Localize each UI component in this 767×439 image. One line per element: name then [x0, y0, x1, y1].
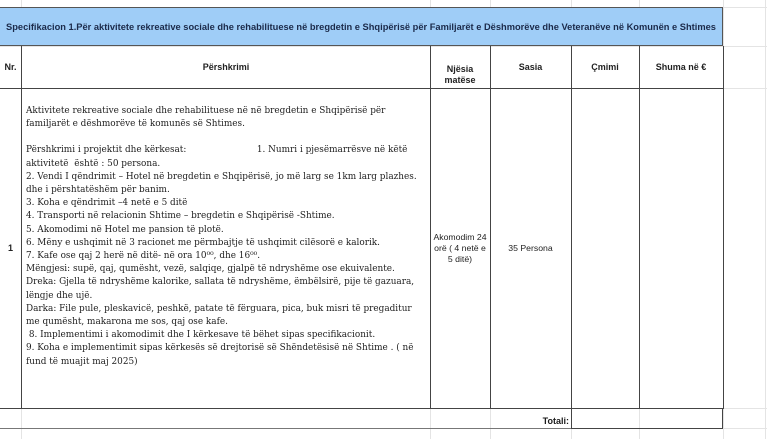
description-line: Përshkrimi i projektit dhe kërkesat: 1. Numri i pjesëmarrësve në këtë aktivitetë është : 50 persona. — [26, 145, 411, 169]
header-quantity-label: Sasia — [518, 62, 543, 72]
row-price-cell[interactable] — [571, 88, 640, 409]
divider — [0, 428, 571, 429]
header-price[interactable] — [571, 46, 640, 89]
description-line: 9. Koha e implementimit sipas kërkesës së drejtorisë së Shëndetësisë në Shtime . ( në fund të muajit maj 2025) — [26, 343, 417, 367]
description-line: 3. Koha e qëndrimit –4 netë e 5 ditë — [26, 198, 188, 209]
description-line: Darka: File pule, pleskavicë, peshkë, patate të fërguara, pica, buk misri të pregaditur me qumësht, makarona me sos, qaj ose kafe. — [26, 303, 415, 328]
description-line: 7. Kafe ose qaj 2 herë në ditë- në ora 10⁰⁰, dhe 16⁰⁰. — [26, 251, 261, 262]
row-description-cell[interactable] — [21, 88, 431, 409]
header-unit-label: Njësia matëse — [444, 64, 476, 85]
row-total-cell[interactable] — [639, 88, 724, 409]
total-label: Totali: — [542, 416, 569, 426]
row-nr: 1 — [7, 243, 13, 253]
description-line: 2. Vendi I qëndrimit – Hotel në bregdetin e Shqipërisë, jo më larg se 1km larg plazhes. dhe i përshtatëshëm për banim. — [26, 171, 420, 196]
header-description-label: Përshkrimi — [202, 62, 250, 72]
specification-title: Specifikacion 1.Për aktivitete rekreative sociale dhe rehabilituese në bregdetin e Shqipërisë për Familjarët e Dëshmorëve dhe Veteranëve në Komunën e Shtimes — [6, 21, 716, 32]
description-line: Mëngjesi: supë, qaj, qumësht, vezë, salqiqe, gjalpë të ndryshëme ose ekuivalente. — [26, 264, 395, 275]
gridline — [765, 0, 766, 439]
total-value-cell[interactable] — [571, 408, 723, 429]
header-quantity[interactable] — [490, 46, 572, 89]
header-nr[interactable] — [0, 46, 22, 89]
description-line: 5. Akomodimi në Hotel me pansion të plotë. — [26, 224, 224, 235]
header-nr-label: Nr. — [4, 62, 17, 72]
header-total[interactable] — [639, 46, 724, 89]
row-unit: Akomodim 24 orë ( 4 netë e 5 ditë) — [433, 231, 487, 264]
row-quantity: 35 Persona — [508, 243, 553, 253]
row-unit-cell[interactable] — [430, 88, 491, 409]
header-price-label: Çmimi — [591, 62, 619, 72]
header-unit[interactable] — [430, 46, 491, 89]
header-description[interactable] — [21, 46, 431, 89]
description-line: 8. Implementimi i akomodimit dhe I kërkesave të bëhet sipas specifikacionit. — [26, 330, 376, 341]
description-line: Dreka: Gjella të ndryshëme kalorike, sallata të ndryshëme, ëmbëlsirë, pije të gazuara, lëngje dhe ujë. — [26, 277, 417, 301]
description-intro: Aktivitete rekreative sociale dhe rehabilituese në në bregdetin e Shqipërisë për familjarët e dëshmorëve të komunës së Shtimes. — [26, 106, 389, 130]
specification-title-banner[interactable] — [0, 7, 723, 46]
description-line: 4. Transporti në relacionin Shtime – bregdetin e Shqipërisë -Shtime. — [26, 211, 335, 222]
description-line: 6. Mëny e ushqimit në 3 racionet me përmbajtje të ushqimit cilësorë e kalorik. — [26, 237, 380, 248]
row-nr-cell[interactable] — [0, 88, 22, 409]
header-total-label: Shuma në € — [655, 62, 707, 72]
row-quantity-cell[interactable] — [490, 88, 572, 409]
